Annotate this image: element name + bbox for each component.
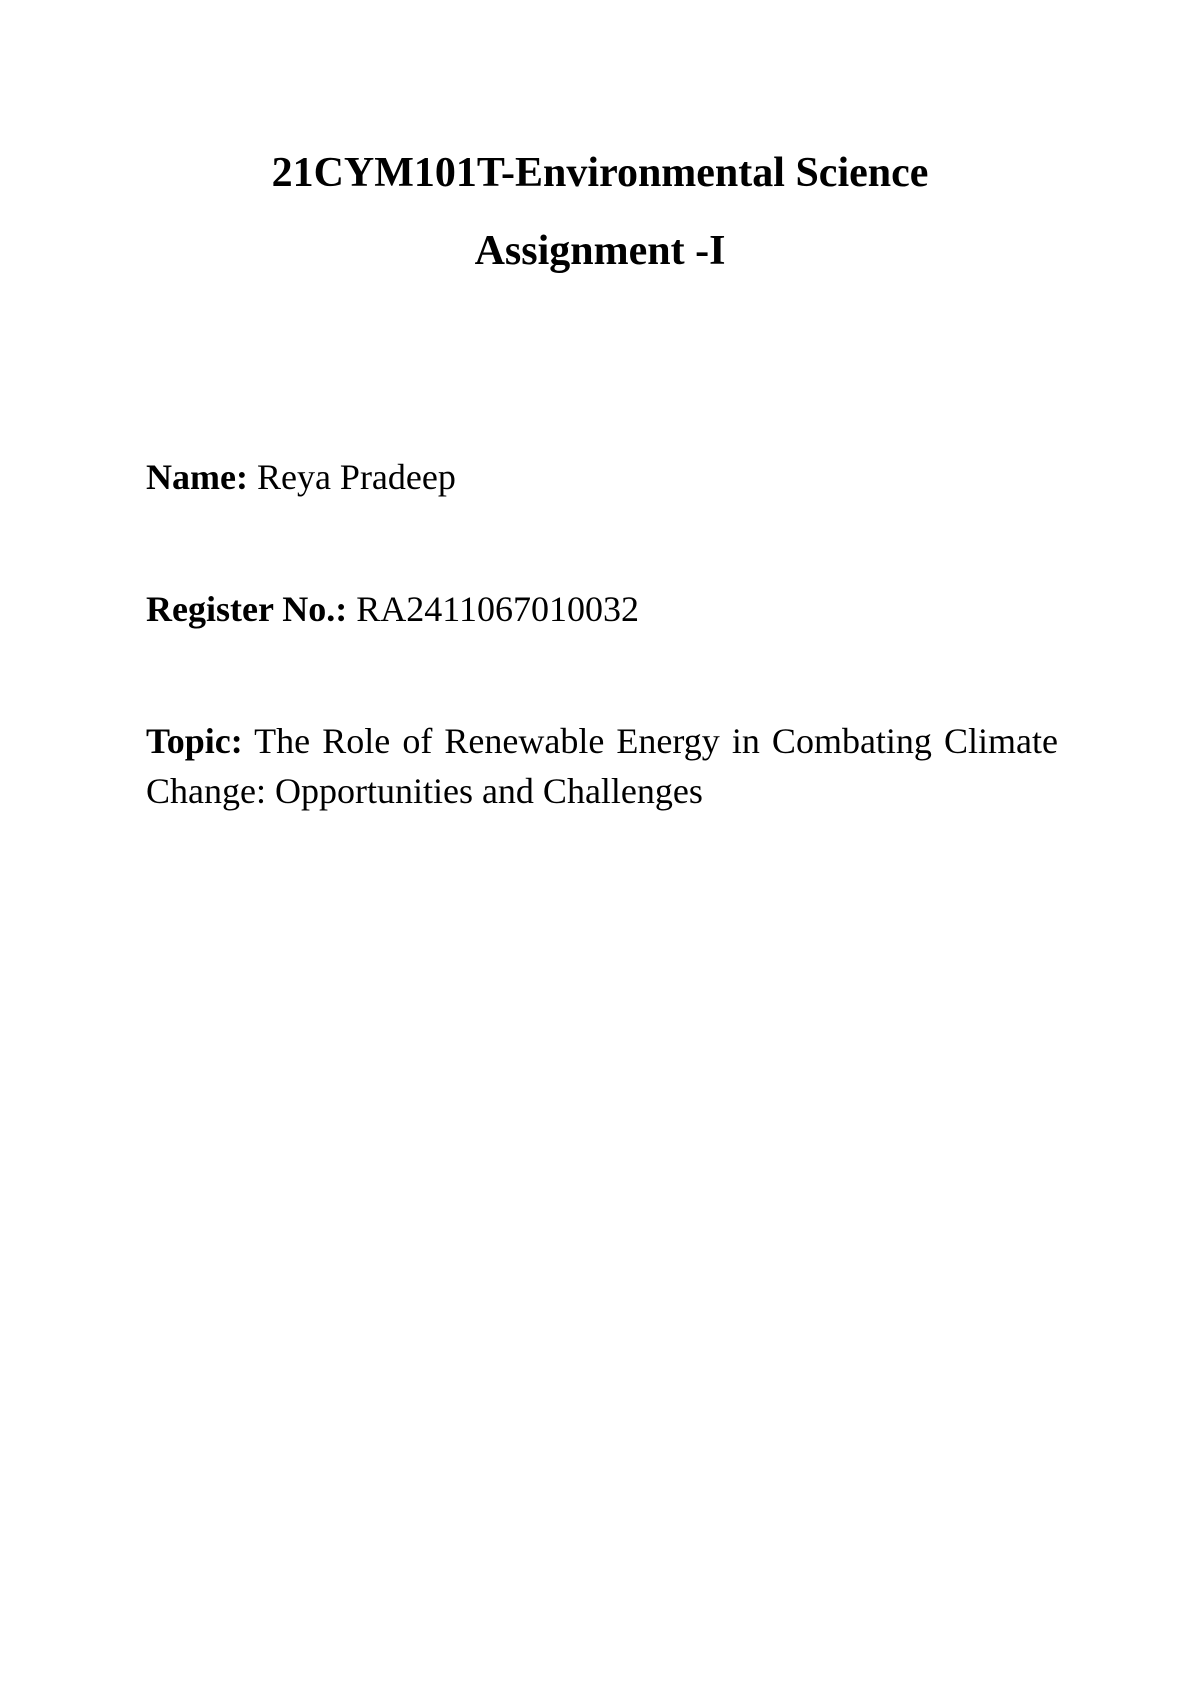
register-number-label: Register No.: (146, 589, 348, 629)
topic-field (146, 716, 1058, 816)
topic-value: The Role of Renewable Energy in Combating Climate Change: Opportunities and Challenges (146, 721, 1058, 811)
register-number-field (146, 584, 1058, 634)
name-value: Reya Pradeep (256, 457, 456, 497)
assignment-title: Assignment -I (474, 228, 726, 274)
name-label: Name: (146, 457, 248, 497)
topic-label: Topic: (146, 721, 243, 761)
course-title: 21CYM101T-Environmental Science (271, 150, 929, 196)
register-number-value: RA2411067010032 (356, 589, 639, 629)
name-field (146, 452, 1058, 502)
